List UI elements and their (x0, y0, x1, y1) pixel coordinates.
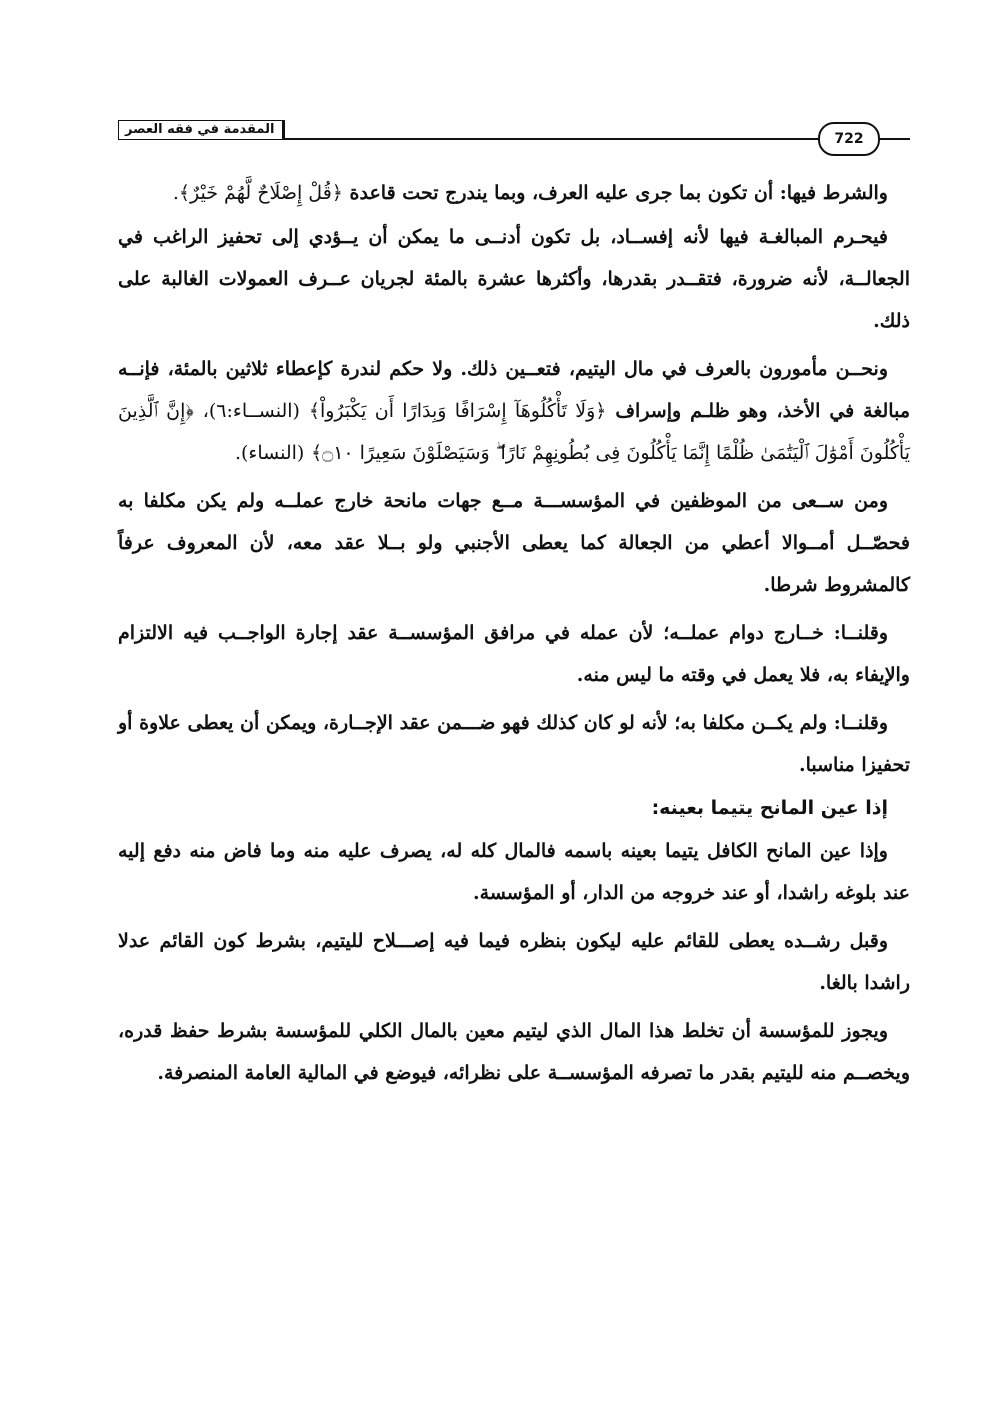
page-number: 722 (818, 122, 880, 156)
paragraph-2: فيحـرم المبالغـة فيها لأنه إفســاد، بل تكون أدنــى ما يمكن أن يــؤدي إلى تحفيز الراغب في الجعالــة، لأنه ضرورة، فتقــدر بقدرها، وأكثرها عشرة بالمئة لجريان عــرف العمولات الغالبة على ذلك. (118, 226, 910, 332)
paragraph-3 (118, 348, 910, 474)
paragraph-6: وقلنــا: ولم يكــن مكلفا به؛ لأنه لو كان كذلك فهو ضـــمن عقد الإجــارة، ويمكن أن يعطى علاوة أو تحفيزا مناسبا. (118, 712, 910, 776)
paragraph-3-text: ونحــن مأمورون بالعرف في مال اليتيم، فتعــين ذلك. ولا حكم لندرة كإعطاء ثلاثين بالمئة، فإنــه مبالغة في الأخذ، وهو ظلـم وإسراف (118, 358, 911, 422)
book-title: المقدمة في فقه العصر (118, 120, 285, 139)
paragraph-7: وإذا عين المانح الكافل يتيما بعينه باسمه فالمال كله له، يصرف عليه منه وما فاض منه دفع إليه عند بلوغه راشدا، أو عند خروجه من الدار، أو المؤسسة. (118, 840, 910, 904)
section-heading: إذا عين المانح يتيما بعينه: (651, 797, 888, 819)
paragraph-4: ومن ســعى من الموظفين في المؤسســـة مــع جهات مانحة خارج عملــه ولم يكن مكلفا به فحصّــل أمــوالا أعطي من الجعالة كما يعطى الأجنبي ولو بــلا عقد معه، لأن المعروف عرفاً كالمشروط شرطا. (118, 490, 910, 596)
paragraph-9: ويجوز للمؤسسة أن تخلط هذا المال الذي ليتيم معين بالمال الكلي للمؤسسة بشرط حفظ قدره، ويخصــم منه لليتيم بقدر ما تصرفه المؤسســة على نظرائه، فيوضع في المالية العامة المنصرفة. (118, 1020, 910, 1084)
paragraph-8: وقبل رشــده يعطى للقائم عليه ليكون بنظره فيما فيه إصـــلاح لليتيم، بشرط كون القائم عدلا راشدا بالغا. (118, 930, 910, 994)
page-body (118, 172, 910, 1096)
quran-verse-3: ﴿إِنَّ ٱلَّذِينَ يَأْكُلُونَ أَمْوَٰلَ ٱلْيَتَٰمَىٰ ظُلْمًا إِنَّمَا يَأْكُلُونَ فِى بُطُونِهِمْ نَارًا ۖ وَسَيَصْلَوْنَ سَعِيرًا ۝١٠﴾ (118, 400, 910, 464)
paragraph-1-text: والشرط فيها: أن تكون بما جرى عليه العرف، وبما يندرج تحت قاعدة (349, 182, 888, 204)
quran-verse-1: ﴿قُلْ إِصْلَاحٌ لَّهُمْ خَيْرٌ﴾. (172, 182, 343, 204)
quran-verse-2: ﴿وَلَا تَأْكُلُوهَآ إِسْرَافًا وَبِدَارًا أَن يَكْبَرُواْ﴾ (308, 400, 607, 422)
verse-reference-2: (النساء). (234, 442, 305, 464)
paragraph-1 (118, 172, 910, 214)
paragraph-5: وقلنــا: خــارج دوام عملــه؛ لأن عمله في مرافق المؤسســة عقد إجارة الواجــب فيه الالتزام والإيفاء به، فلا يعمل في وقته ما ليس منه. (118, 622, 910, 686)
page-header (118, 118, 910, 152)
verse-reference-1: (النســاء:٦)، (202, 400, 300, 422)
